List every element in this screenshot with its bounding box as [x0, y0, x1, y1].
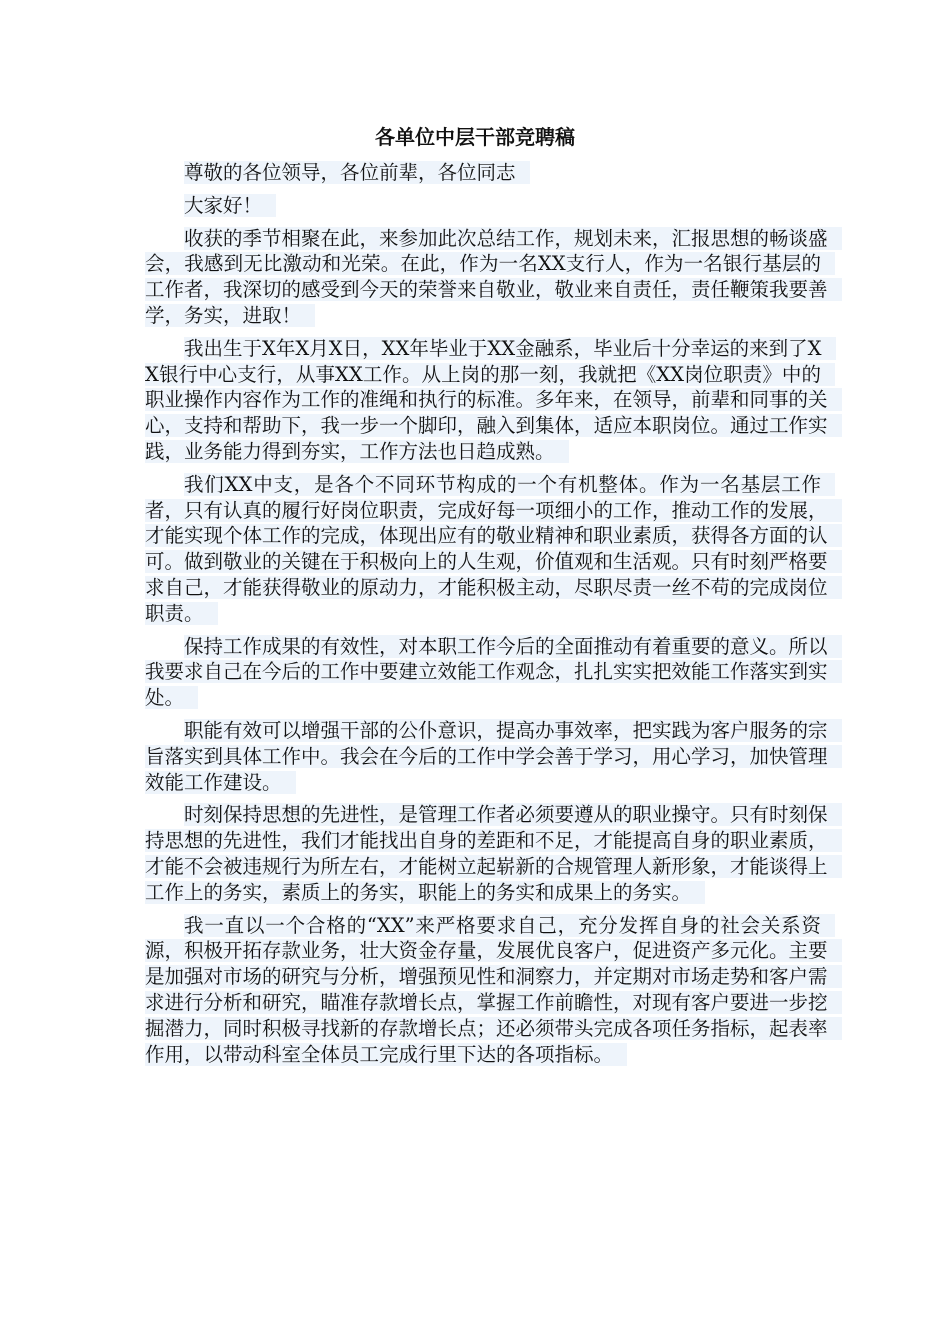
paragraph-text: 收获的季节相聚在此，来参加此次总结工作，规划未来，汇报思想的畅谈盛会，我感到无比激动和光荣。在此，作为一名XX支行人，作为一名银行基层的工作者，我深切的感受到今天的荣誉来自敬业，敬业来自责任，责任鞭策我要善学，务实，进取！ — [145, 227, 842, 327]
paragraph-team — [145, 472, 835, 627]
paragraph-greeting — [145, 193, 835, 219]
paragraph-opening — [145, 226, 835, 329]
paragraph-text: 大家好！ — [184, 194, 276, 217]
paragraph-text: 职能有效可以增强干部的公仆意识，提高办事效率，把实践为客户服务的宗旨落实到具体工作中。我会在今后的工作中学会善于学习，用心学习，加快管理效能工作建设。 — [145, 719, 842, 794]
paragraph-salutation — [145, 160, 835, 186]
paragraph-background — [145, 336, 835, 465]
paragraph-effectiveness — [145, 634, 835, 711]
paragraph-text: 我出生于X年X月X日，XX年毕业于XX金融系，毕业后十分幸运的来到了XX银行中心支行，从事XX工作。从上岗的那一刻，我就把《XX岗位职责》中的职业操作内容作为工作的准绳和执行的标准。多年来，在领导，前辈和同事的关心，支持和帮助下，我一步一个脚印，融入到集体，适应本职岗位。通过工作实践，业务能力得到夯实，工作方法也日趋成熟。 — [145, 337, 842, 463]
paragraph-text: 我们XX中支，是各个不同环节构成的一个有机整体。作为一名基层工作者，只有认真的履行好岗位职责，完成好每一项细小的工作，推动工作的发展，才能实现个体工作的完成，体现出应有的敬业精神和职业素质，获得各方面的认可。做到敬业的关键在于积极向上的人生观，价值观和生活观。只有时刻严格要求自己，才能获得敬业的原动力，才能积极主动，尽职尽责一丝不苟的完成岗位职责。 — [145, 473, 842, 625]
paragraph-text: 时刻保持思想的先进性，是管理工作者必须要遵从的职业操守。只有时刻保持思想的先进性，我们才能找出自身的差距和不足，才能提高自身的职业素质，才能不会被违规行为所左右，才能树立起崭新的合规管理人新形象，才能谈得上工作上的务实，素质上的务实，职能上的务实和成果上的务实。 — [145, 803, 842, 903]
paragraph-efficiency — [145, 718, 835, 795]
document-body — [145, 160, 835, 1074]
document-title: 各单位中层干部竞聘稿 — [375, 125, 575, 149]
paragraph-commitment — [145, 913, 835, 1068]
paragraph-text: 尊敬的各位领导，各位前辈，各位同志 — [184, 161, 530, 184]
paragraph-advancement — [145, 802, 835, 905]
paragraph-text: 我一直以一个合格的“XX”来严格要求自己，充分发挥自身的社会关系资源，积极开拓存款业务，壮大资金存量，发展优良客户，促进资产多元化。主要是加强对市场的研究与分析，增强预见性和洞察力，并定期对市场走势和客户需求进行分析和研究，瞄准存款增长点，掌握工作前瞻性，对现有客户要进一步挖掘潜力，同时积极寻找新的存款增长点；还必须带头完成各项任务指标，起表率作用，以带动科室全体员工完成行里下达的各项指标。 — [145, 914, 842, 1066]
paragraph-text: 保持工作成果的有效性，对本职工作今后的全面推动有着重要的意义。所以我要求自己在今后的工作中要建立效能工作观念，扎扎实实把效能工作落实到实处。 — [145, 635, 842, 710]
